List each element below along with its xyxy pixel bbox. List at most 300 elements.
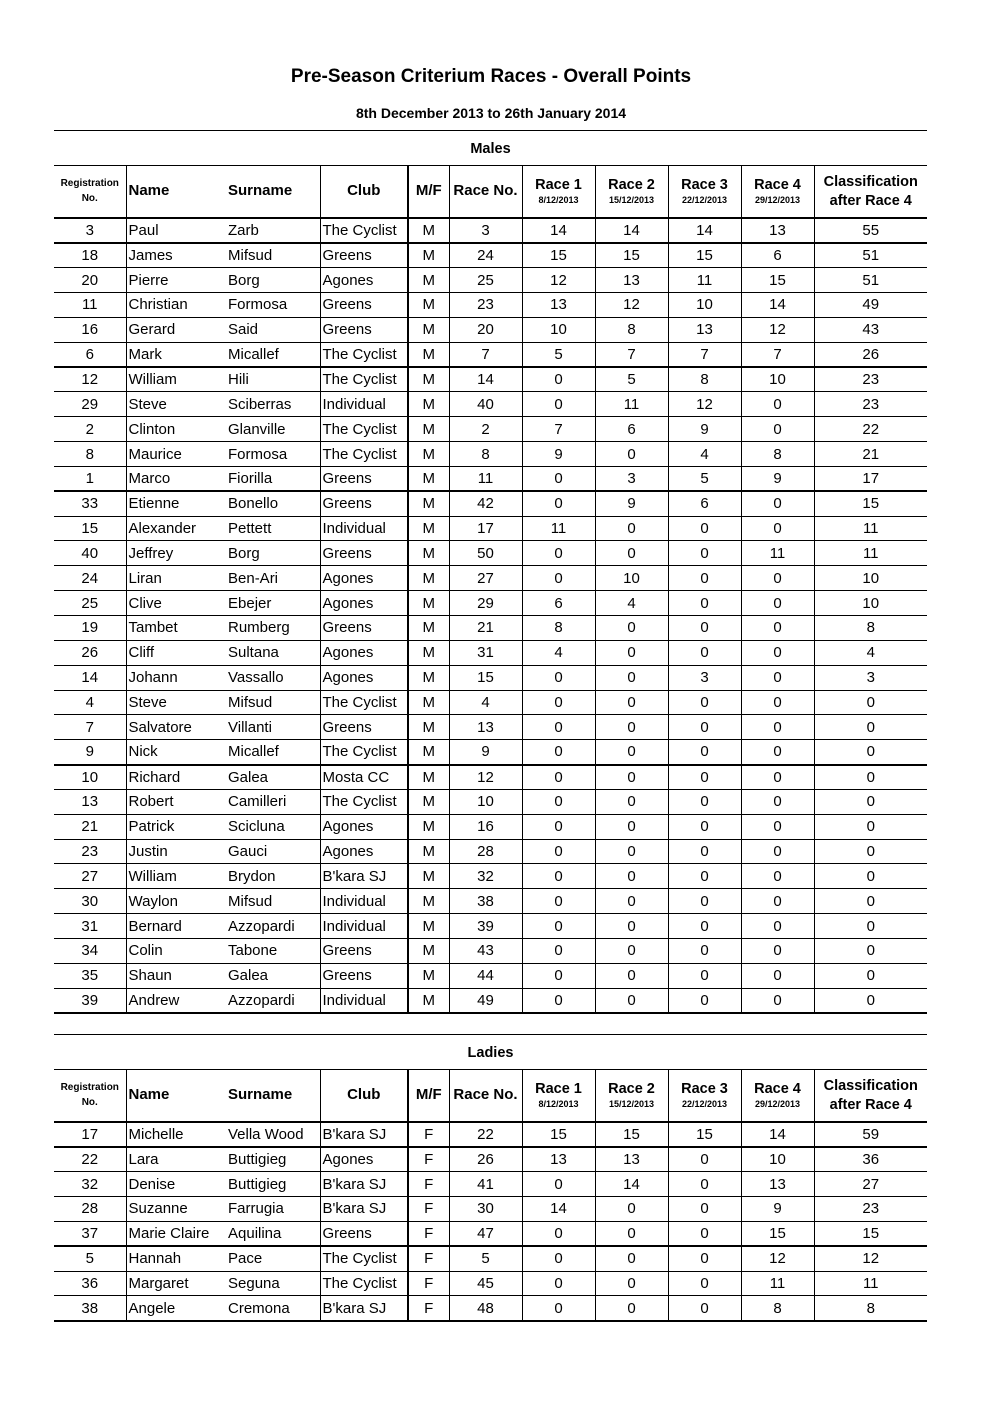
cell-race-1: 0	[522, 665, 595, 690]
cell-surname: Galea	[226, 765, 320, 790]
cell-race-2: 13	[595, 1147, 668, 1172]
cell-race-4: 9	[741, 1197, 814, 1222]
cell-race-2: 11	[595, 392, 668, 417]
cell-mf: F	[408, 1172, 449, 1197]
cell-race-4: 0	[741, 417, 814, 442]
cell-club: The Cyclist	[320, 417, 408, 442]
cell-club: The Cyclist	[320, 1271, 408, 1296]
cell-race-4: 0	[741, 914, 814, 939]
cell-race-3: 0	[668, 1296, 741, 1321]
cell-race-3: 0	[668, 1172, 741, 1197]
cell-name: Gerard	[126, 317, 226, 342]
header-club: Club	[320, 1070, 408, 1122]
table-row	[54, 566, 927, 591]
table-row	[54, 963, 927, 988]
cell-race-3: 0	[668, 516, 741, 541]
cell-classification: 51	[814, 243, 927, 268]
cell-surname: Tabone	[226, 938, 320, 963]
cell-mf: F	[408, 1296, 449, 1321]
cell-race-4: 0	[741, 690, 814, 715]
cell-club: B'kara SJ	[320, 1172, 408, 1197]
cell-name: Clive	[126, 591, 226, 616]
cell-registration-no: 18	[54, 243, 126, 268]
cell-surname: Ben-Ari	[226, 566, 320, 591]
cell-race-1: 6	[522, 591, 595, 616]
cell-race-2: 0	[595, 789, 668, 814]
cell-race-1: 0	[522, 963, 595, 988]
cell-race-3: 0	[668, 789, 741, 814]
cell-name: Margaret	[126, 1271, 226, 1296]
cell-mf: F	[408, 1147, 449, 1172]
cell-club: Agones	[320, 1147, 408, 1172]
cell-classification: 17	[814, 466, 927, 491]
cell-name: Waylon	[126, 889, 226, 914]
cell-club: Greens	[320, 1221, 408, 1246]
cell-registration-no: 37	[54, 1221, 126, 1246]
cell-club: The Cyclist	[320, 740, 408, 765]
cell-club: Agones	[320, 839, 408, 864]
header-race-no: Race No.	[449, 1070, 522, 1122]
cell-race-4: 0	[741, 665, 814, 690]
cell-mf: M	[408, 765, 449, 790]
cell-race-3: 0	[668, 1271, 741, 1296]
cell-race-1: 0	[522, 1296, 595, 1321]
cell-club: Greens	[320, 938, 408, 963]
cell-classification: 11	[814, 516, 927, 541]
cell-registration-no: 26	[54, 640, 126, 665]
cell-race-no: 32	[449, 864, 522, 889]
cell-race-3: 12	[668, 392, 741, 417]
cell-race-2: 8	[595, 317, 668, 342]
cell-race-3: 5	[668, 466, 741, 491]
cell-race-1: 5	[522, 342, 595, 367]
cell-surname: Formosa	[226, 442, 320, 467]
header-race-4: Race 4 29/12/2013	[741, 166, 814, 218]
ladies-header-row	[54, 1070, 927, 1122]
cell-race-4: 14	[741, 1122, 814, 1147]
cell-mf: M	[408, 591, 449, 616]
cell-race-no: 3	[449, 218, 522, 243]
cell-registration-no: 9	[54, 740, 126, 765]
cell-club: The Cyclist	[320, 442, 408, 467]
cell-club: B'kara SJ	[320, 1122, 408, 1147]
cell-race-no: 26	[449, 1147, 522, 1172]
table-row	[54, 491, 927, 516]
table-row	[54, 442, 927, 467]
cell-name: Salvatore	[126, 715, 226, 740]
table-row	[54, 541, 927, 566]
cell-mf: M	[408, 417, 449, 442]
cell-club: Agones	[320, 814, 408, 839]
cell-name: Michelle	[126, 1122, 226, 1147]
table-row	[54, 789, 927, 814]
cell-race-4: 0	[741, 491, 814, 516]
table-row	[54, 1221, 927, 1246]
cell-surname: Rumberg	[226, 616, 320, 641]
cell-mf: M	[408, 392, 449, 417]
cell-club: The Cyclist	[320, 690, 408, 715]
cell-race-2: 0	[595, 864, 668, 889]
cell-classification: 21	[814, 442, 927, 467]
cell-race-4: 0	[741, 715, 814, 740]
cell-classification: 0	[814, 938, 927, 963]
cell-race-2: 3	[595, 466, 668, 491]
cell-registration-no: 4	[54, 690, 126, 715]
header-name: Name	[126, 166, 226, 218]
cell-surname: Mifsud	[226, 690, 320, 715]
cell-race-2: 0	[595, 938, 668, 963]
cell-race-1: 0	[522, 541, 595, 566]
cell-race-3: 15	[668, 243, 741, 268]
cell-name: Nick	[126, 740, 226, 765]
header-mf: M/F	[408, 166, 449, 218]
cell-race-4: 0	[741, 938, 814, 963]
cell-race-3: 13	[668, 317, 741, 342]
cell-race-3: 15	[668, 1122, 741, 1147]
table-row	[54, 938, 927, 963]
header-race-3: Race 3 22/12/2013	[668, 166, 741, 218]
cell-race-1: 0	[522, 466, 595, 491]
cell-race-no: 40	[449, 392, 522, 417]
cell-surname: Mifsud	[226, 889, 320, 914]
cell-name: Pierre	[126, 268, 226, 293]
cell-registration-no: 11	[54, 293, 126, 318]
cell-race-no: 22	[449, 1122, 522, 1147]
cell-classification: 36	[814, 1147, 927, 1172]
cell-mf: M	[408, 640, 449, 665]
cell-club: Greens	[320, 616, 408, 641]
cell-classification: 15	[814, 491, 927, 516]
cell-race-3: 0	[668, 889, 741, 914]
header-classification: Classification after Race 4	[814, 1070, 927, 1122]
cell-registration-no: 22	[54, 1147, 126, 1172]
header-classification: Classification after Race 4	[814, 166, 927, 218]
cell-registration-no: 33	[54, 491, 126, 516]
cell-registration-no: 20	[54, 268, 126, 293]
cell-race-3: 0	[668, 566, 741, 591]
cell-surname: Villanti	[226, 715, 320, 740]
cell-mf: M	[408, 293, 449, 318]
cell-race-3: 0	[668, 1197, 741, 1222]
cell-surname: Galea	[226, 963, 320, 988]
cell-race-3: 14	[668, 218, 741, 243]
cell-race-3: 10	[668, 293, 741, 318]
page-title: Pre-Season Criterium Races - Overall Points	[290, 66, 692, 87]
cell-race-3: 0	[668, 988, 741, 1013]
cell-classification: 23	[814, 1197, 927, 1222]
cell-name: Tambet	[126, 616, 226, 641]
cell-registration-no: 38	[54, 1296, 126, 1321]
header-surname: Surname	[226, 166, 320, 218]
cell-classification: 0	[814, 963, 927, 988]
cell-classification: 11	[814, 541, 927, 566]
cell-classification: 3	[814, 665, 927, 690]
cell-classification: 27	[814, 1172, 927, 1197]
cell-club: Agones	[320, 665, 408, 690]
table-row	[54, 740, 927, 765]
cell-club: B'kara SJ	[320, 864, 408, 889]
cell-name: Maurice	[126, 442, 226, 467]
cell-race-1: 13	[522, 293, 595, 318]
cell-race-no: 44	[449, 963, 522, 988]
cell-race-2: 15	[595, 243, 668, 268]
cell-classification: 0	[814, 839, 927, 864]
cell-race-4: 0	[741, 616, 814, 641]
cell-race-no: 8	[449, 442, 522, 467]
cell-club: Individual	[320, 889, 408, 914]
cell-race-4: 0	[741, 640, 814, 665]
cell-registration-no: 14	[54, 665, 126, 690]
cell-race-3: 7	[668, 342, 741, 367]
cell-race-no: 45	[449, 1271, 522, 1296]
cell-race-2: 0	[595, 814, 668, 839]
cell-race-no: 10	[449, 789, 522, 814]
cell-race-no: 14	[449, 367, 522, 392]
cell-registration-no: 6	[54, 342, 126, 367]
cell-registration-no: 16	[54, 317, 126, 342]
header-race-1: Race 1 8/12/2013	[522, 166, 595, 218]
cell-race-2: 0	[595, 839, 668, 864]
cell-name: William	[126, 864, 226, 889]
cell-race-2: 0	[595, 1246, 668, 1271]
males-section-title: Males	[54, 130, 927, 166]
cell-race-1: 0	[522, 889, 595, 914]
cell-mf: M	[408, 740, 449, 765]
table-row	[54, 864, 927, 889]
cell-classification: 8	[814, 616, 927, 641]
cell-name: Liran	[126, 566, 226, 591]
cell-registration-no: 15	[54, 516, 126, 541]
cell-classification: 8	[814, 1296, 927, 1321]
table-row	[54, 640, 927, 665]
cell-race-3: 0	[668, 765, 741, 790]
males-table	[54, 166, 927, 1014]
cell-race-no: 13	[449, 715, 522, 740]
cell-race-4: 0	[741, 814, 814, 839]
cell-race-2: 0	[595, 1221, 668, 1246]
cell-surname: Vella Wood	[226, 1122, 320, 1147]
cell-race-no: 28	[449, 839, 522, 864]
cell-race-1: 0	[522, 1271, 595, 1296]
cell-race-1: 0	[522, 367, 595, 392]
cell-registration-no: 10	[54, 765, 126, 790]
cell-surname: Seguna	[226, 1271, 320, 1296]
cell-race-2: 0	[595, 963, 668, 988]
cell-name: Cliff	[126, 640, 226, 665]
cell-surname: Buttigieg	[226, 1147, 320, 1172]
cell-race-4: 11	[741, 541, 814, 566]
cell-classification: 0	[814, 988, 927, 1013]
cell-classification: 22	[814, 417, 927, 442]
cell-race-no: 25	[449, 268, 522, 293]
cell-mf: M	[408, 367, 449, 392]
cell-club: Mosta CC	[320, 765, 408, 790]
cell-mf: M	[408, 342, 449, 367]
cell-mf: M	[408, 789, 449, 814]
table-row	[54, 690, 927, 715]
cell-race-1: 0	[522, 690, 595, 715]
cell-surname: Cremona	[226, 1296, 320, 1321]
table-row	[54, 665, 927, 690]
cell-race-3: 11	[668, 268, 741, 293]
table-row	[54, 317, 927, 342]
cell-race-1: 0	[522, 914, 595, 939]
cell-race-1: 0	[522, 814, 595, 839]
cell-mf: M	[408, 516, 449, 541]
cell-race-2: 0	[595, 765, 668, 790]
cell-club: Greens	[320, 293, 408, 318]
cell-surname: Mifsud	[226, 243, 320, 268]
cell-race-no: 4	[449, 690, 522, 715]
header-name: Name	[126, 1070, 226, 1122]
cell-race-2: 14	[595, 1172, 668, 1197]
cell-race-2: 14	[595, 218, 668, 243]
cell-name: Etienne	[126, 491, 226, 516]
cell-mf: M	[408, 566, 449, 591]
cell-club: Agones	[320, 566, 408, 591]
cell-race-no: 47	[449, 1221, 522, 1246]
cell-mf: M	[408, 839, 449, 864]
cell-race-1: 0	[522, 765, 595, 790]
cell-classification: 0	[814, 715, 927, 740]
cell-race-no: 2	[449, 417, 522, 442]
table-row	[54, 516, 927, 541]
cell-race-1: 10	[522, 317, 595, 342]
cell-name: Clinton	[126, 417, 226, 442]
cell-name: William	[126, 367, 226, 392]
cell-club: Greens	[320, 963, 408, 988]
cell-surname: Aquilina	[226, 1221, 320, 1246]
cell-race-4: 15	[741, 268, 814, 293]
header-club: Club	[320, 166, 408, 218]
cell-classification: 55	[814, 218, 927, 243]
cell-classification: 0	[814, 864, 927, 889]
cell-race-1: 15	[522, 1122, 595, 1147]
table-row	[54, 1271, 927, 1296]
cell-race-4: 8	[741, 1296, 814, 1321]
table-row	[54, 839, 927, 864]
cell-mf: F	[408, 1197, 449, 1222]
table-row	[54, 988, 927, 1013]
cell-club: Individual	[320, 914, 408, 939]
cell-classification: 0	[814, 765, 927, 790]
cell-race-2: 0	[595, 740, 668, 765]
cell-classification: 26	[814, 342, 927, 367]
cell-club: Greens	[320, 317, 408, 342]
cell-classification: 15	[814, 1221, 927, 1246]
table-row	[54, 1147, 927, 1172]
cell-race-2: 10	[595, 566, 668, 591]
cell-name: Mark	[126, 342, 226, 367]
cell-race-3: 0	[668, 690, 741, 715]
cell-race-4: 12	[741, 317, 814, 342]
cell-race-no: 49	[449, 988, 522, 1013]
cell-race-no: 5	[449, 1246, 522, 1271]
cell-race-no: 23	[449, 293, 522, 318]
table-row	[54, 889, 927, 914]
cell-race-1: 0	[522, 789, 595, 814]
cell-name: Denise	[126, 1172, 226, 1197]
cell-race-2: 0	[595, 616, 668, 641]
cell-race-2: 15	[595, 1122, 668, 1147]
cell-name: Steve	[126, 392, 226, 417]
table-row	[54, 392, 927, 417]
cell-classification: 0	[814, 889, 927, 914]
cell-race-3: 8	[668, 367, 741, 392]
cell-mf: M	[408, 218, 449, 243]
cell-race-4: 9	[741, 466, 814, 491]
cell-race-no: 38	[449, 889, 522, 914]
cell-race-2: 0	[595, 1271, 668, 1296]
cell-registration-no: 8	[54, 442, 126, 467]
cell-registration-no: 12	[54, 367, 126, 392]
cell-race-4: 0	[741, 839, 814, 864]
cell-mf: M	[408, 889, 449, 914]
cell-race-no: 41	[449, 1172, 522, 1197]
table-row	[54, 293, 927, 318]
cell-race-3: 6	[668, 491, 741, 516]
cell-classification: 10	[814, 591, 927, 616]
cell-race-3: 4	[668, 442, 741, 467]
cell-mf: F	[408, 1122, 449, 1147]
cell-registration-no: 25	[54, 591, 126, 616]
cell-club: The Cyclist	[320, 1246, 408, 1271]
cell-classification: 0	[814, 814, 927, 839]
cell-name: Shaun	[126, 963, 226, 988]
cell-surname: Pettett	[226, 516, 320, 541]
cell-name: Paul	[126, 218, 226, 243]
cell-name: Colin	[126, 938, 226, 963]
cell-race-no: 27	[449, 566, 522, 591]
cell-surname: Borg	[226, 541, 320, 566]
cell-club: Greens	[320, 491, 408, 516]
cell-race-4: 0	[741, 591, 814, 616]
cell-race-2: 0	[595, 889, 668, 914]
cell-race-4: 10	[741, 1147, 814, 1172]
cell-registration-no: 32	[54, 1172, 126, 1197]
cell-registration-no: 13	[54, 789, 126, 814]
cell-race-no: 11	[449, 466, 522, 491]
cell-classification: 0	[814, 690, 927, 715]
cell-surname: Bonello	[226, 491, 320, 516]
cell-race-2: 0	[595, 541, 668, 566]
cell-club: Agones	[320, 591, 408, 616]
cell-race-4: 0	[741, 765, 814, 790]
cell-race-4: 0	[741, 392, 814, 417]
cell-race-no: 39	[449, 914, 522, 939]
cell-mf: F	[408, 1246, 449, 1271]
cell-race-4: 0	[741, 889, 814, 914]
cell-race-2: 0	[595, 988, 668, 1013]
cell-race-no: 20	[449, 317, 522, 342]
cell-surname: Sciberras	[226, 392, 320, 417]
cell-race-4: 0	[741, 789, 814, 814]
cell-race-1: 12	[522, 268, 595, 293]
cell-registration-no: 35	[54, 963, 126, 988]
cell-race-3: 0	[668, 591, 741, 616]
cell-race-3: 0	[668, 963, 741, 988]
males-section	[54, 130, 927, 1014]
cell-race-1: 4	[522, 640, 595, 665]
header-race-2: Race 2 15/12/2013	[595, 1070, 668, 1122]
cell-mf: M	[408, 963, 449, 988]
cell-name: Jeffrey	[126, 541, 226, 566]
cell-surname: Hili	[226, 367, 320, 392]
cell-mf: F	[408, 1271, 449, 1296]
cell-name: Christian	[126, 293, 226, 318]
cell-surname: Formosa	[226, 293, 320, 318]
cell-name: Justin	[126, 839, 226, 864]
